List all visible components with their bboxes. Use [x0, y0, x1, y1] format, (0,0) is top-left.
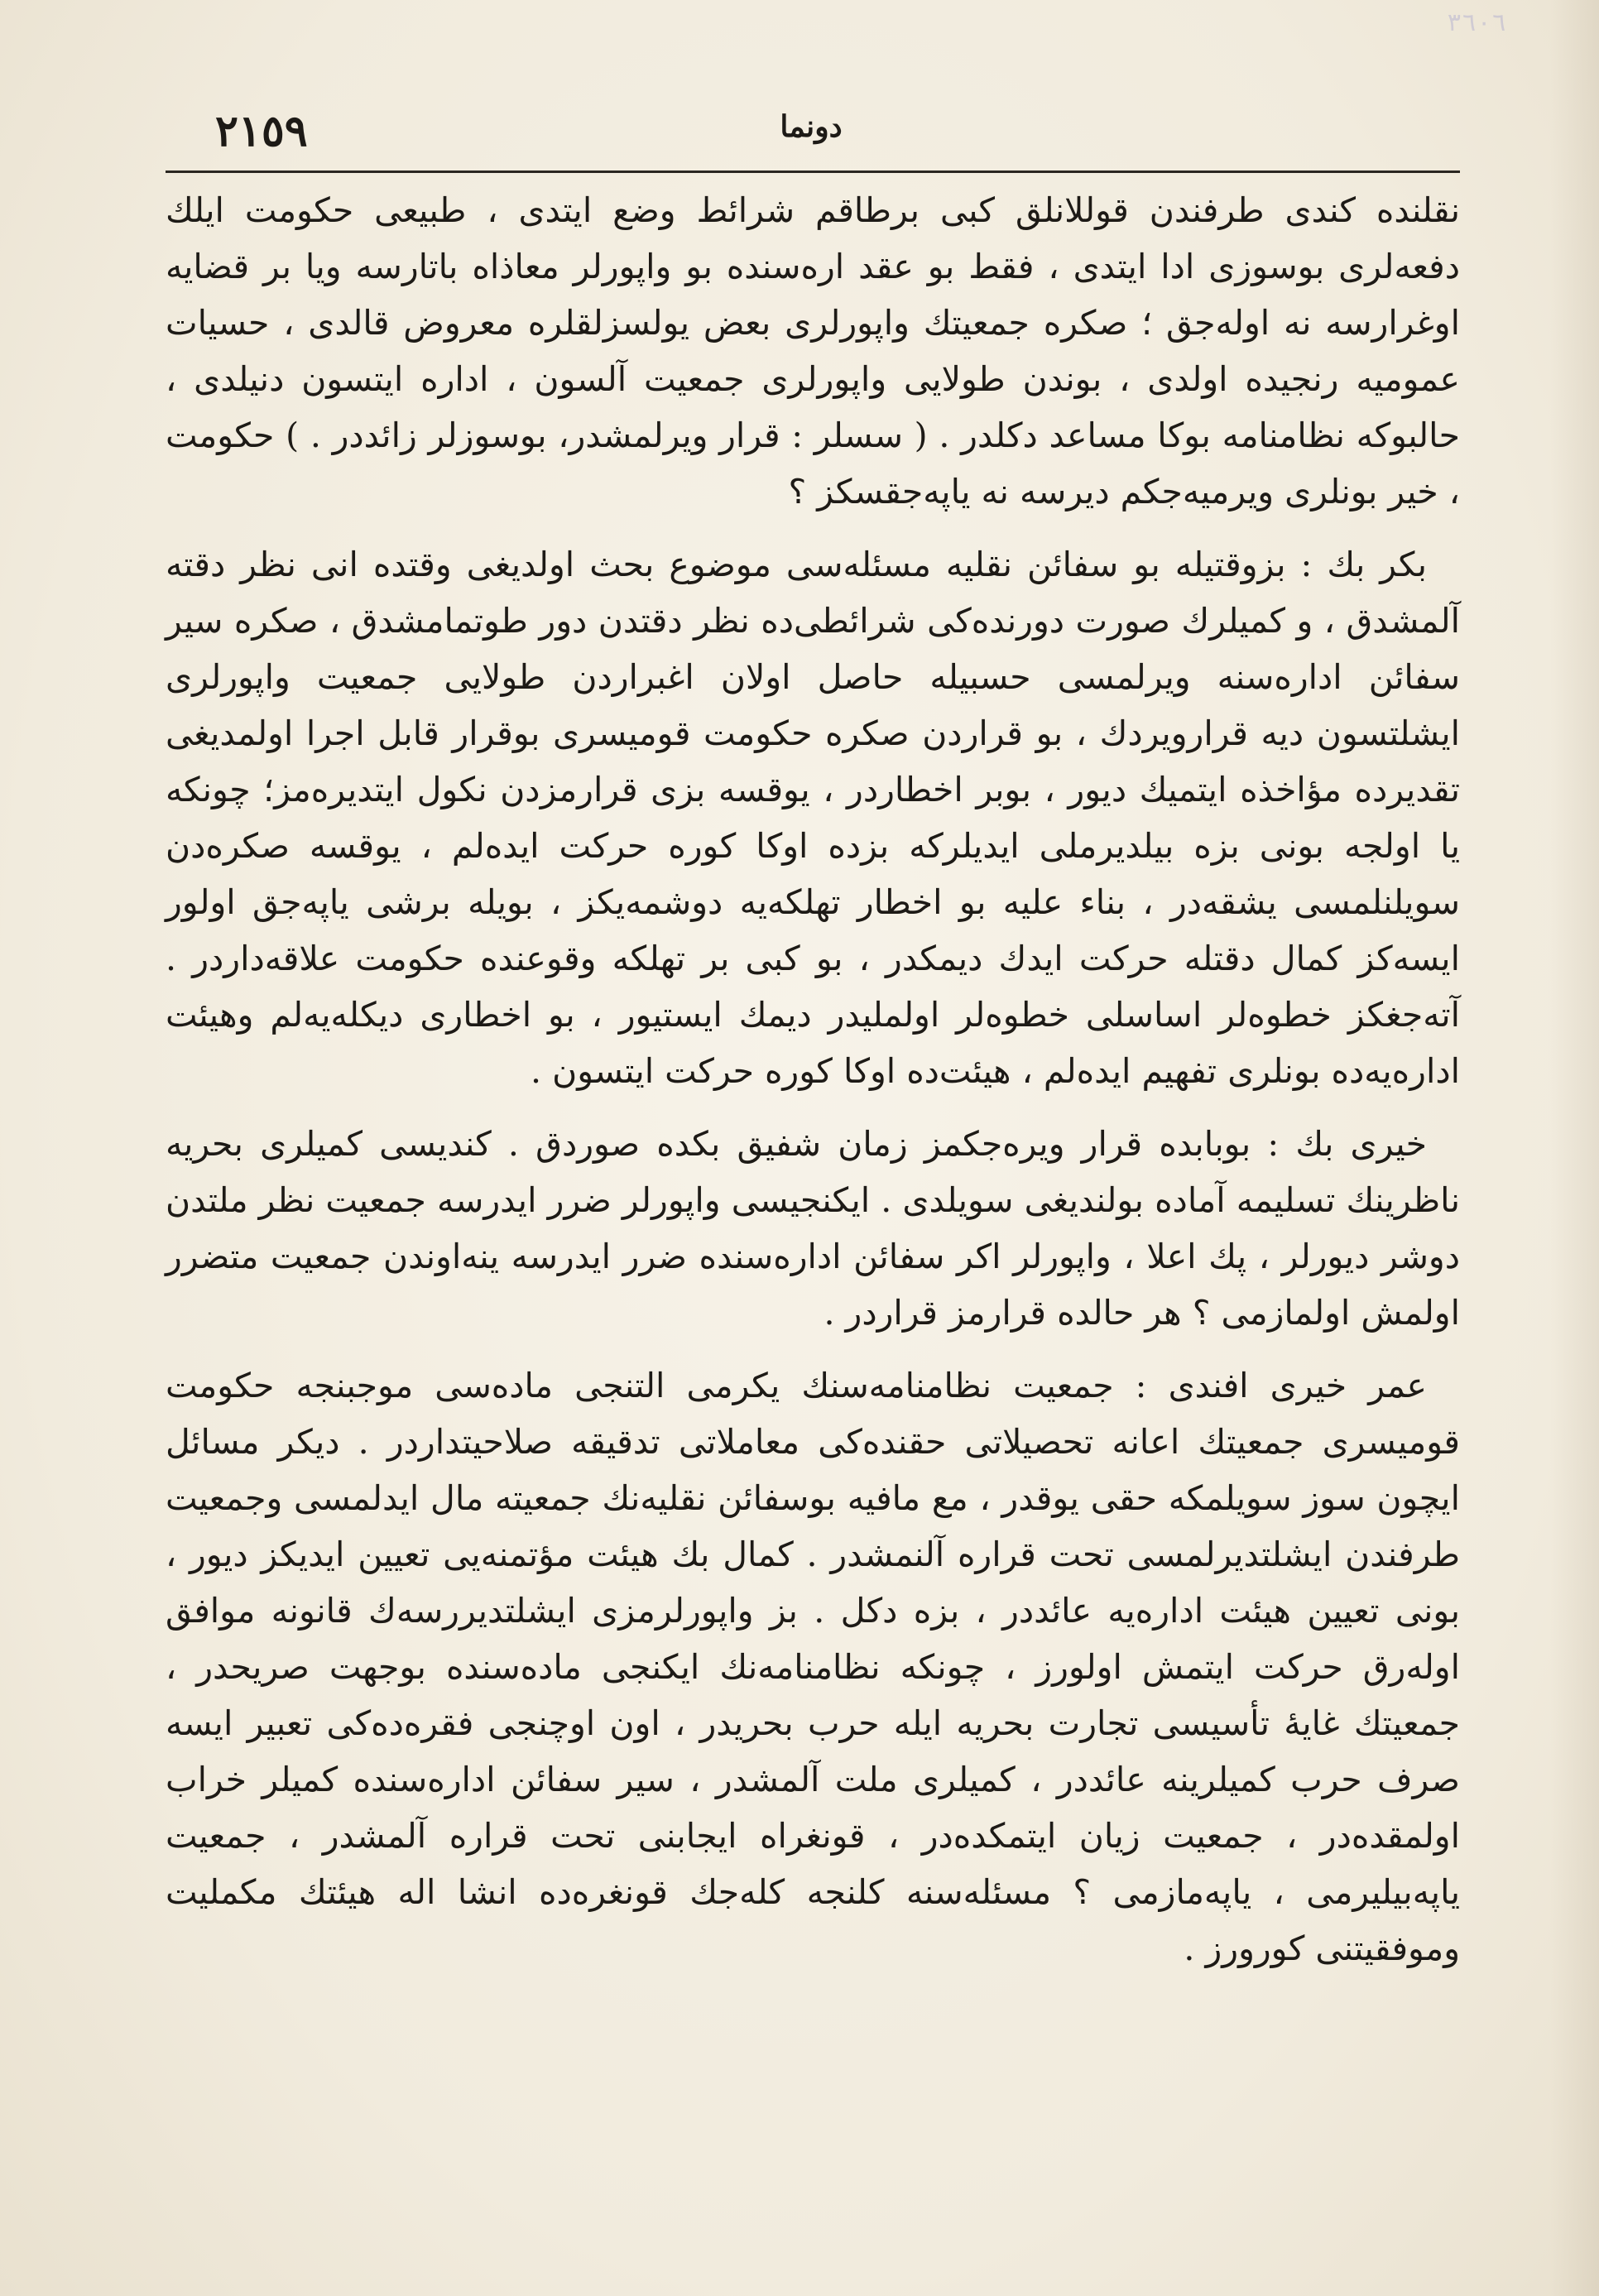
header-rule: [166, 171, 1460, 173]
body-text: [166, 182, 1460, 1977]
page-spine-shadow: [1549, 0, 1599, 2296]
paragraph: خیری بك : بوبابده قرار ویره‌جکمز زمان شفیق بکده صوردق . کندیسی کمیلری بحریه ناظرینك تسلیمه آماده بولندیغی سویلدی . ایکنجیسی واپورلر ضرر ایدرسه جمعیت نظر ملتدن دوشر دیورلر ، پك اعلا ، واپورلر اکر سفائن اداره‌سنده ضرر ایدرسه ینه‌اوندن جمعیت متضرر اولمش اولمازمی ؟ هر حالده قرارمز قراردر .: [166, 1124, 1460, 1333]
page-number: ٢١٥٩: [215, 106, 308, 156]
running-title: دونما: [780, 109, 843, 144]
page-header: [166, 106, 1457, 164]
paragraph: عمر خیری افندی : جمعیت نظامنامه‌سنك یکرمی التنجی ماده‌سی موجبنجه حکومت قومیسری جمعیتك اعانه تحصیلاتی حقنده‌کی معاملاتی تدقیقه صلاحیتداردر . دیکر مسائل ایچون سوز سویلمکه حقی یوقدر ، مع مافیه بوسفائن نقلیه‌نك جمعیته مال ایدلمسی وجمعیت طرفندن ایشلتدیرلمسی تحت قراره آلنمشدر . کمال بك هیئت مؤتمنه‌یی تعیین ایدیکز دیور ، بونی تعیین هیئت اداره‌یه عائددر ، بزه دکل . بز واپورلرمزی ایشلتدیررسه‌ك قانونه موافق اوله‌رق حرکت ایتمش اولورز ، چونکه نظامنامه‌نك ایکنجی ماده‌سنده بوجهت صریحدر ، جمعیتك غایهٔ تأسیسی تجارت بحریه ایله حرب بحریدر ، اون اوچنجی فقره‌ده‌کی تعبیر ایسه صرف حرب کمیلرینه عائددر ، کمیلری ملت آلمشدر ، سیر سفائن اداره‌سنده کمیلر خراب اولمقده‌در ، جمعیت زیان ایتمکده‌در ، قونغراه ایجابنی تحت قراره آلمشدر ، جمعیت یاپه‌بیلیرمی ، یاپه‌مازمی ؟ مسئله‌سنه کلنجه کله‌جك قونغره‌ده انشا اله هیئتك مکملیت وموفقیتنی کورورز .: [166, 1366, 1460, 1968]
faint-stamp: ٣٦٠٦: [1447, 8, 1507, 37]
paragraph: نقلنده کندی طرفندن قوللانلق کبی برطاقم شرائط وضع ایتدی ، طبیعی حکومت ایلك دفعه‌لری بوسوزی ادا ایتدی ، فقط بو عقد اره‌سنده بو واپورلر معاذاه باتارسه ویا بر قضایه اوغرارسه نه اوله‌جق ؛ صکره جمعیتك واپورلری بعض یولسزلقلره معروض قالدی ، حسیات عمومیه رنجیده اولدی ، بوندن طولایی واپورلری جمعیت آلسون ، اداره ایتسون دنیلدی ، حالبوکه نظامنامه بوکا مساعد دکلدر . ( سسلر : قرار ویرلمشدر، بوسوزلر زائددر . ) حکومت ، خیر بونلری ویرمیه‌جکم دیرسه نه یاپه‌جقسکز ؟: [166, 190, 1460, 512]
paragraph: بکر بك : بزوقتیله بو سفائن نقلیه مسئله‌سی موضوع بحث اولدیغی وقتده انی نظر دقته آلمشدق ، و کمیلرك صورت دورنده‌کی شرائطی‌ده نظر دقتدن دور طوتمامشدق ، صکره سیر سفائن اداره‌سنه ویرلمسی حسبیله حاصل اولان اغبراردن طولایی جمعیت واپورلری ایشلتسون دیه قرارویردك ، بو قراردن صکره حکومت قومیسری بوقرار قابل اجرا اولمدیغی تقدیرده مؤاخذه ایتمیك دیور ، بوبر اخطاردر ، یوقسه بزی قرارمزدن نکول ایتدیره‌مز؛ چونکه یا اولجه بونی بزه بیلدیرملی ایدیلرکه بزده اوکا کوره حرکت ایده‌لم ، یوقسه صکره‌دن سویلنلمسی یشقه‌در ، بناء علیه بو اخطار تهلکه‌یه دوشمه‌یکز ، بویله برشی یاپه‌جق اولور ایسه‌کز کمال دقتله حرکت ایدك دیمکدر ، بو کبی بر تهلکه وقوعنده حکومت علاقه‌داردر . آته‌جغکز خطوه‌لر اساسلی خطوه‌لر اولملیدر دیمك ایستیور ، بو اخطاری دیکله‌یه‌لم وهیئت اداره‌یه‌ده بونلری تفهیم ایده‌لم ، هیئت‌ده اوکا کوره حرکت ایتسون .: [166, 545, 1460, 1091]
